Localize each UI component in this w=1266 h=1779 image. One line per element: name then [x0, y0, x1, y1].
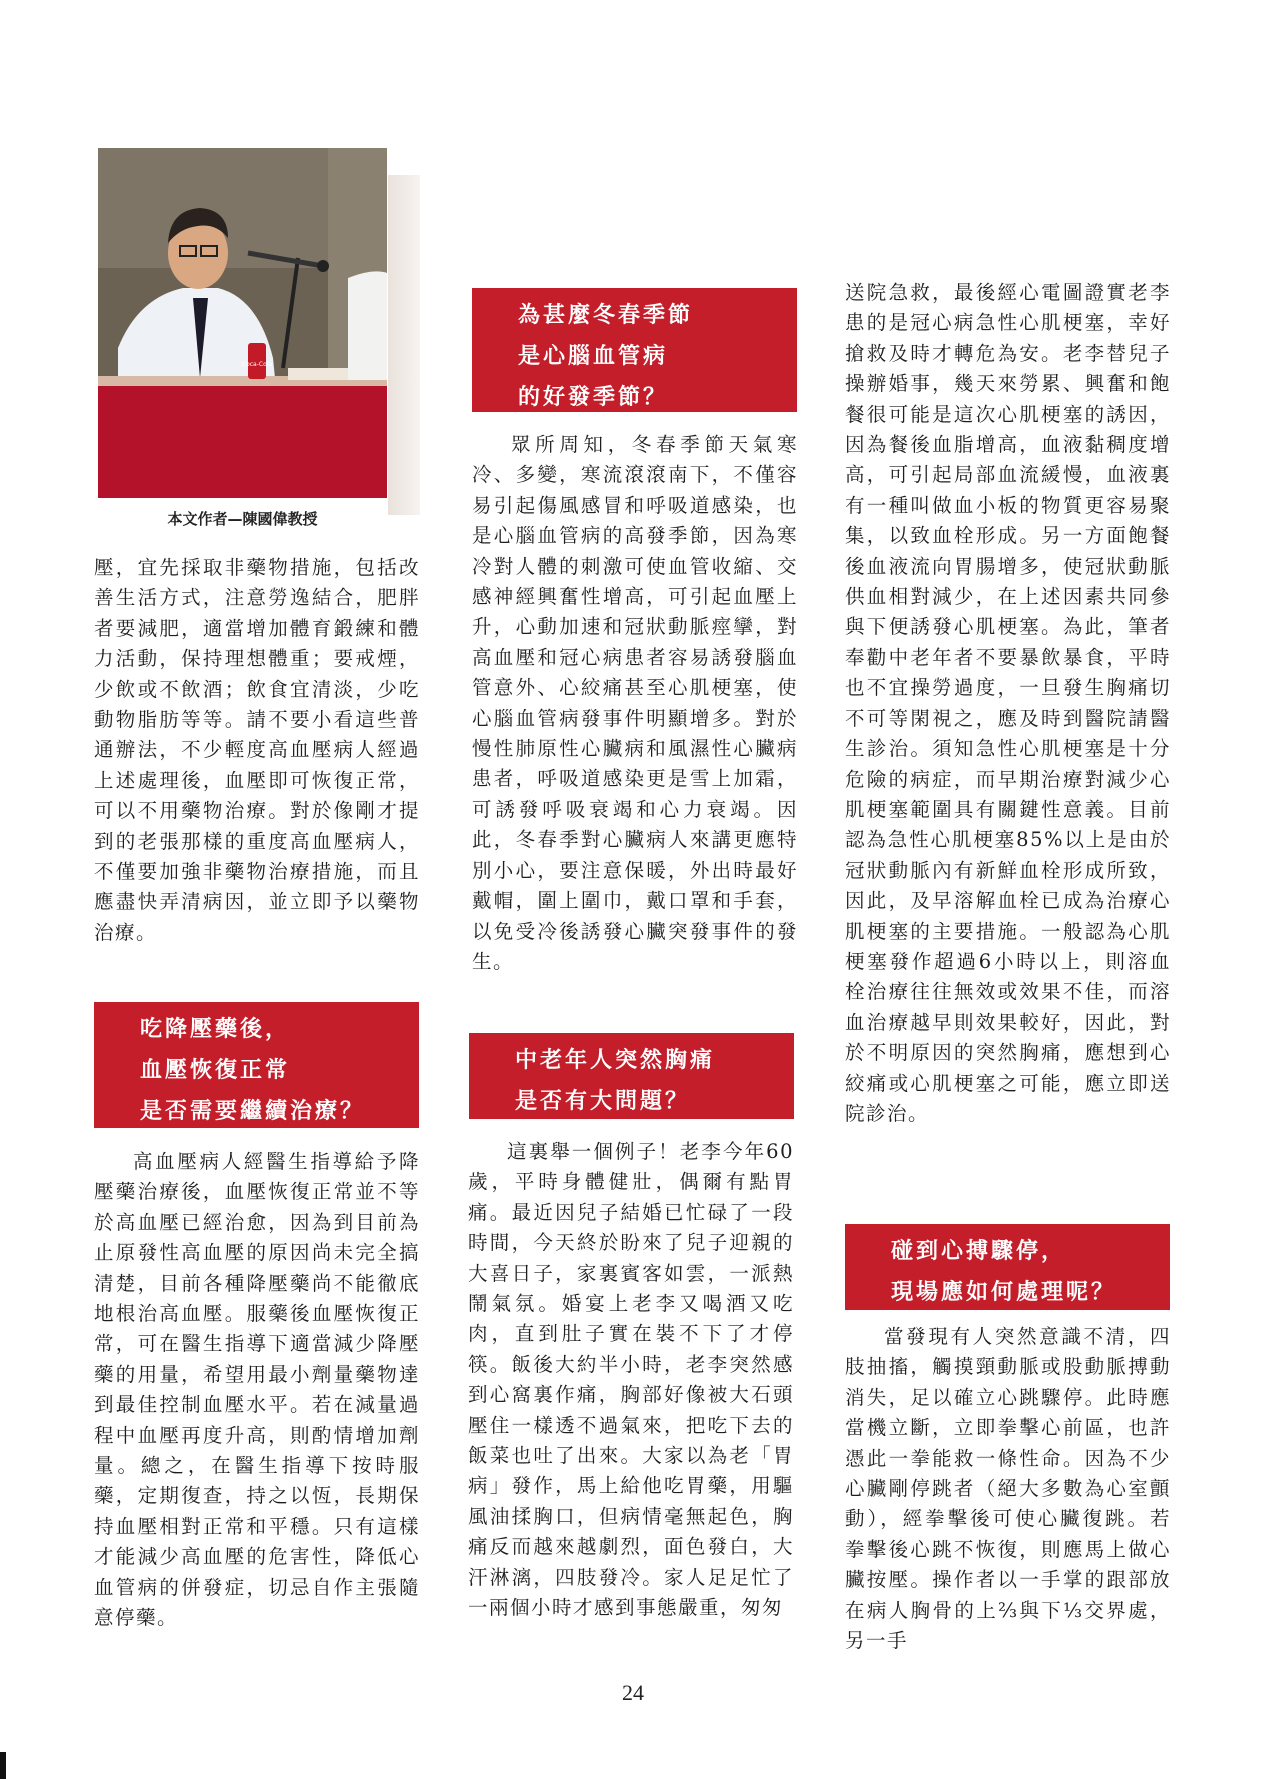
col2-paragraph-1: 眾所周知，冬春季節天氣寒冷、多變，寒流滾滾南下，不僅容易引起傷風感冒和呼吸道感染，也是心腦血管病的高發季節，因為寒冷對人體的刺激可使血管收縮、交感神經興奮性增高，可引起血壓上升，心動加速和冠狀動脈痙攣，對高血壓和冠心病患者容易誘發腦血管意外、心絞痛甚至心肌梗塞，使心腦血管病發事件明顯增多。對於慢性肺原性心臟病和風濕性心臟病患者，呼吸道感染更是雪上加霜，可誘發呼吸衰竭和心力衰竭。因此，冬春季對心臟病人來講更應特別小心，要注意保暖，外出時最好戴帽，圍上圍巾，戴口罩和手套，以免受冷後誘發心臟突發事件的發生。 [472, 433, 798, 973]
col2-heading-1-line1: 為甚麼冬春季節 [518, 303, 694, 328]
can-label: Coca-Cola [241, 361, 273, 368]
author-photo-illustration [98, 148, 387, 498]
col2-heading-2 [469, 1033, 794, 1119]
page-number: 24 [622, 1680, 644, 1705]
scan-edge-mark [0, 1752, 6, 1779]
col3-heading-line1: 碰到心搏驟停， [891, 1239, 1067, 1264]
col2-heading-2-line1: 中老年人突然胸痛 [515, 1048, 716, 1073]
col3-heading-line2: 現場應如何處理呢？ [891, 1280, 1117, 1305]
col1-paragraph-top: 壓，宜先採取非藥物措施，包括改善生活方式，注意勞逸結合，肥胖者要減肥，適當增加體育鍛練和體力活動，保持理想體重；要戒煙，少飲或不飲酒；飲食宜清淡，少吃動物脂肪等等。請不要小看這些普通辦法，不少輕度高血壓病人經過上述處理後，血壓即可恢復正常，可以不用藥物治療。對於像剛才提到的老張那樣的重度高血壓病人，不僅要加強非藥物治療措施，而且應盡快弄清病因，並立即予以藥物治療。 [94, 556, 420, 944]
col3-paragraph-1: 送院急救，最後經心電圖證實老李患的是冠心病急性心肌梗塞，幸好搶救及時才轉危為安。老李替兒子操辦婚事，幾天來勞累、興奮和飽餐很可能是這次心肌梗塞的誘因，因為餐後血脂增高，血液黏稠度增高，可引起局部血流緩慢，血液裏有一種叫做血小板的物質更容易聚集，以致血栓形成。另一方面飽餐後血液流向胃腸增多，使冠狀動脈供血相對減少，在上述因素共同參與下便誘發心肌梗塞。為此，筆者奉勸中老年者不要暴飲暴食，平時也不宜操勞過度，一旦發生胸痛切不可等閑視之，應及時到醫院請醫生診治。須知急性心肌梗塞是十分危險的病症，而早期治療對減少心肌梗塞範圍具有關鍵性意義。目前認為急性心肌梗塞85%以上是由於冠狀動脈內有新鮮血栓形成所致，因此，及早溶解血栓已成為治療心肌梗塞的主要措施。一般認為心肌梗塞發作超過6小時以上，則溶血栓治療往往無效或效果不佳，而溶血治療越早則效果較好，因此，對於不明原因的突然胸痛，應想到心絞痛或心肌梗塞之可能，應立即送院診治。 [845, 281, 1171, 1125]
col1-heading [94, 1002, 419, 1128]
col1-heading-line3: 是否需要繼續治療？ [140, 1099, 366, 1124]
col2-heading-2-line2: 是否有大問題？ [515, 1089, 691, 1114]
col2-paragraph-2: 這裏舉一個例子！老李今年60歲，平時身體健壯，偶爾有點胃痛。最近因兒子結婚已忙碌了一段時間，今天終於盼來了兒子迎親的大喜日子，家裏賓客如雲，一派熱鬧氣氛。婚宴上老李又喝酒又吃肉，直到肚子實在裝不下了才停筷。飯後大約半小時，老李突然感到心窩裏作痛，胸部好像被大石頭壓住一樣透不過氣來，把吃下去的飯菜也吐了出來。大家以為老「胃病」發作，馬上給他吃胃藥，用驅風油揉胸口，但病情毫無起色，胸痛反而越來越劇烈，面色發白，大汗淋漓，四肢發冷。家人足足忙了一兩個小時才感到事態嚴重，匆匆 [468, 1140, 794, 1620]
col3-heading [845, 1224, 1170, 1310]
photo-caption: 本文作者—陳國偉教授 [167, 510, 318, 528]
photo-shadow [388, 175, 420, 515]
col2-heading-1 [472, 288, 797, 412]
col2-heading-1-line2: 是心腦血管病 [518, 344, 669, 369]
col3-paragraph-2: 當發現有人突然意識不清，四肢抽搐，觸摸頸動脈或股動脈搏動消失，足以確立心跳驟停。此時應當機立斷，立即拳擊心前區，也許憑此一拳能救一條性命。因為不少心臟剛停跳者（絕大多數為心室顫動），經拳擊後可使心臟復跳。若拳擊後心跳不恢復，則應馬上做心臟按壓。操作者以一手掌的跟部放在病人胸骨的上⅔與下⅓交界處，另一手 [845, 1325, 1171, 1653]
col1-heading-line2: 血壓恢復正常 [140, 1058, 291, 1083]
col1-heading-line1: 吃降壓藥後， [140, 1017, 291, 1042]
author-photo [98, 148, 387, 498]
col2-heading-1-line3: 的好發季節？ [518, 385, 669, 410]
col1-paragraph-bottom: 高血壓病人經醫生指導給予降壓藥治療後，血壓恢復正常並不等於高血壓已經治愈，因為到目前為止原發性高血壓的原因尚未完全搞清楚，目前各種降壓藥尚不能徹底地根治高血壓。服藥後血壓恢復正常，可在醫生指導下適當減少降壓藥的用量，希望用最小劑量藥物達到最佳控制血壓水平。若在減量過程中血壓再度升高，則酌情增加劑量。總之，在醫生指導下按時服藥，定期復查，持之以恆，長期保持血壓相對正常和平穩。只有這樣才能減少高血壓的危害性，降低心血管病的併發症，切忌自作主張隨意停藥。 [94, 1150, 420, 1630]
